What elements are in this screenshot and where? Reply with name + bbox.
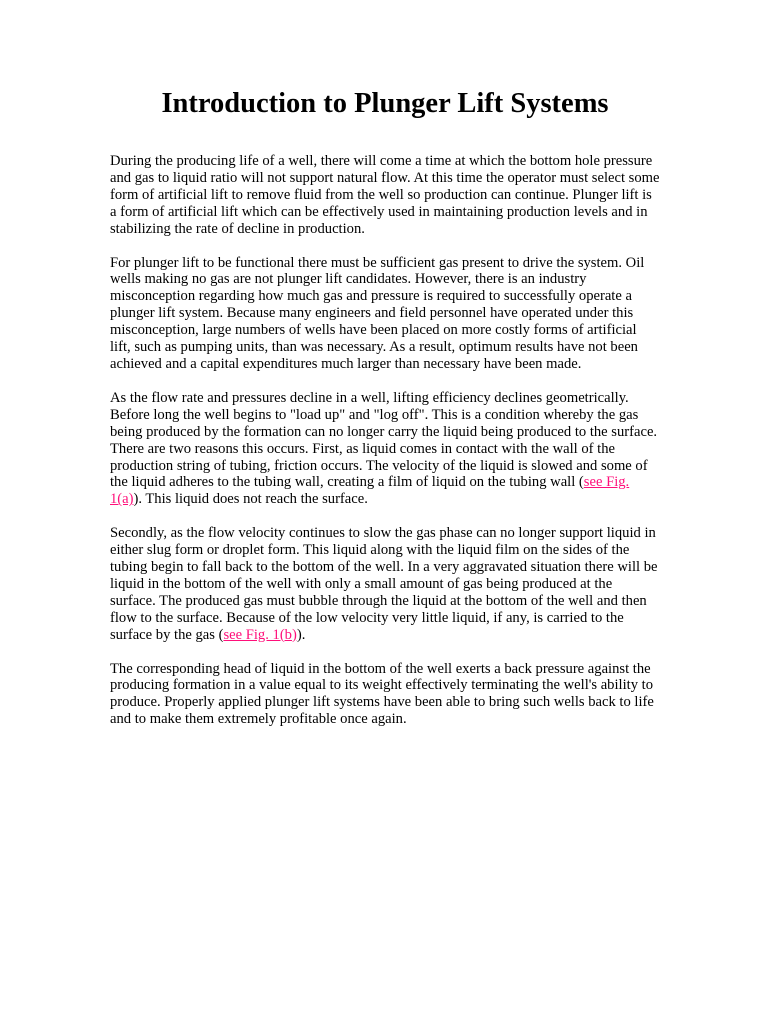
paragraph-4-text-before: Secondly, as the flow velocity continues to slow the gas phase can no longer support liquid in either slug form or droplet form. This liquid along with the liquid film on the sides of the tubing begin to fall back to the bottom of the well. In a very aggravated situation there will be liquid in the bottom of the well with only a small amount of gas being produced at the surface. The produced gas must bubble through the liquid at the bottom of the well and then flow to the surface. Because of the low velocity very little liquid, if any, is carried to the surface by the gas ( [110,525,658,643]
fig-1a-link[interactable]: see Fig. 1(a) [110,474,630,508]
page-title: Introduction to Plunger Lift Systems [161,88,609,119]
paragraph-3-text-after: ). This liquid does not reach the surface. [133,491,368,508]
paragraph-3 [110,390,660,508]
paragraph-4-text-after: ). [296,626,306,643]
paragraph-4 [110,525,660,643]
paragraph-2: For plunger lift to be functional there must be sufficient gas present to drive the system. Oil wells making no gas are not plunger lift candidates. However, there is an industry misconception regarding how much gas and pressure is required to successfully operate a plunger lift system. Because many engineers and field personnel have operated under this misconception, large numbers of wells have been placed on more costly forms of artificial lift, such as pumping units, than was necessary. As a result, optimum results have not been achieved and a capital expenditures much larger than necessary have been made. [110,254,645,372]
paragraph-1: During the producing life of a well, there will come a time at which the bottom hole pressure and gas to liquid ratio will not support natural flow. At this time the operator must select some form of artificial lift to remove fluid from the well so production can continue. Plunger lift is a form of artificial lift which can be effectively used in maintaining production levels and in stabilizing the rate of decline in production. [110,153,660,237]
fig-1b-link[interactable]: see Fig. 1(b) [223,626,297,643]
paragraph-5: The corresponding head of liquid in the bottom of the well exerts a back pressure against the producing formation in a value equal to its weight effectively terminating the well's ability to produce. Properly applied plunger lift systems have been able to bring such wells back to life and to make them extremely profitable once again. [110,660,654,728]
paragraph-3-text-before: As the flow rate and pressures decline in a well, lifting efficiency declines geometrically. Before long the well begins to "load up" and "log off". This is a condition whereby the gas being produced by the formation can no longer carry the liquid being produced to the surface. There are two reasons this occurs. First, as liquid comes in contact with the wall of the production string of tubing, friction occurs. The velocity of the liquid is slowed and some of the liquid adheres to the tubing wall, creating a film of liquid on the tubing wall ( [110,389,658,491]
document-page [110,86,660,745]
